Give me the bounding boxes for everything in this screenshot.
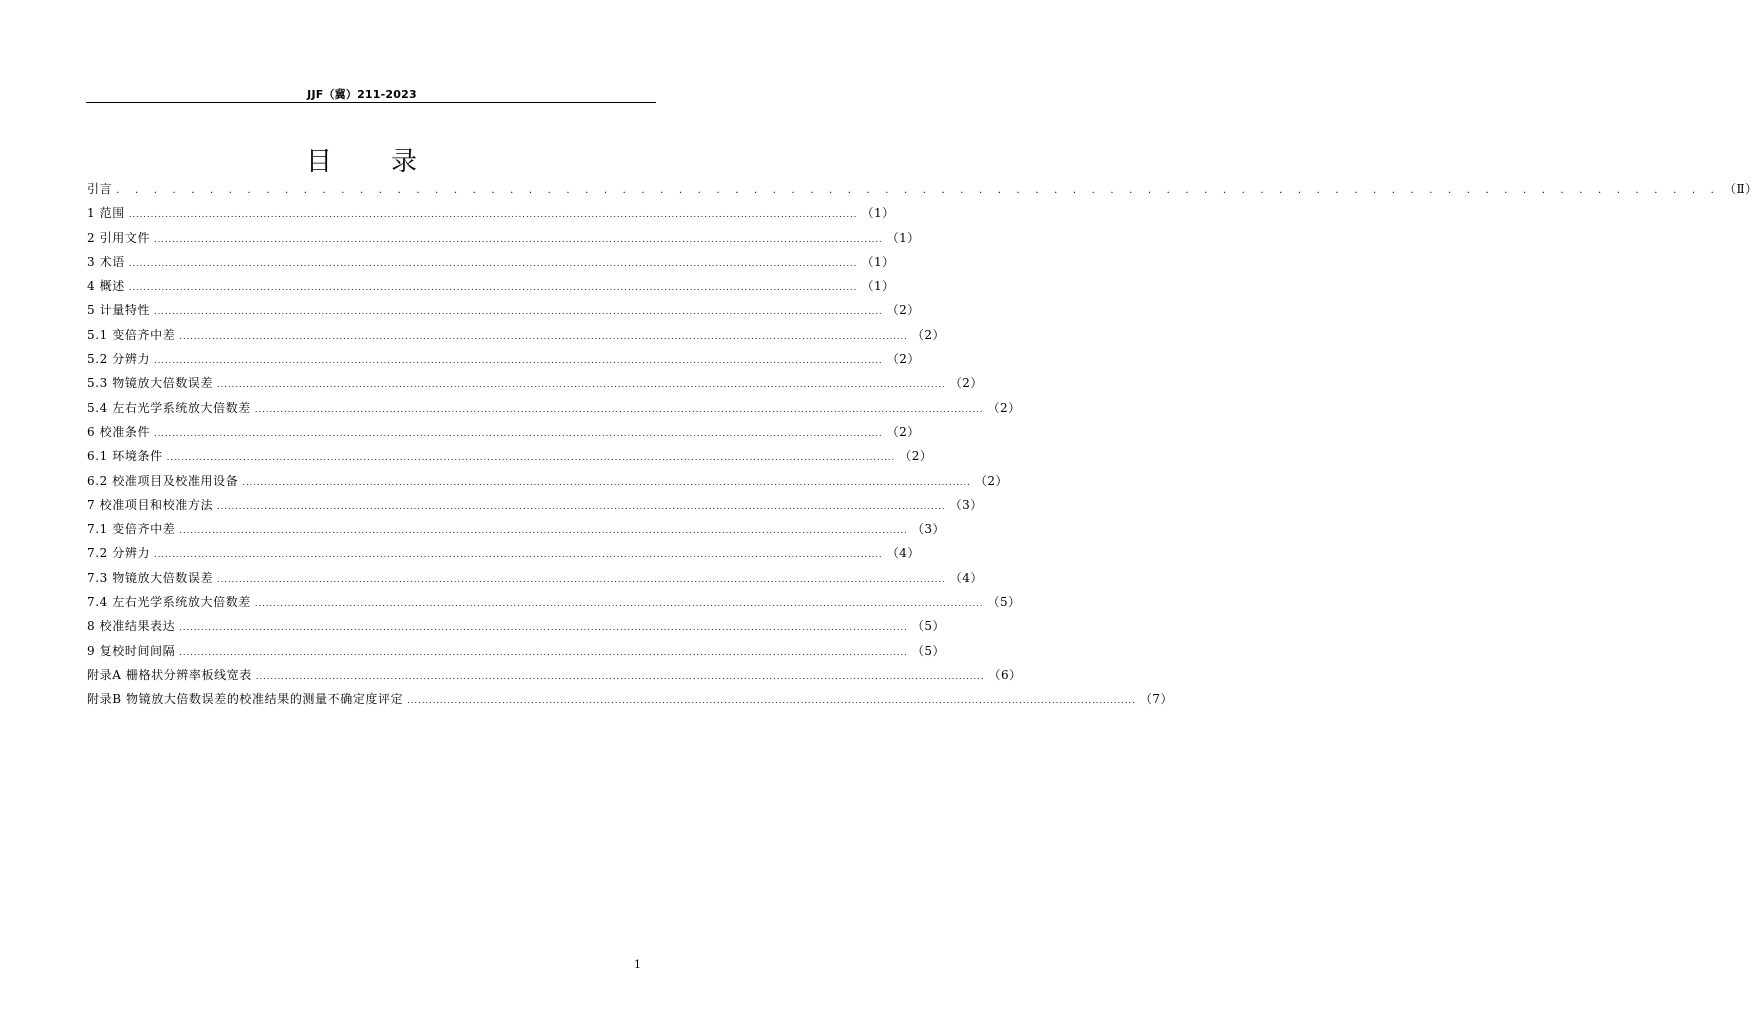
document-header: JJF（冀）211-2023 bbox=[307, 88, 417, 101]
toc-entry-page: （2） bbox=[886, 352, 920, 367]
toc-entry[interactable] bbox=[87, 689, 1173, 713]
dot-leader: ........................................................................................................................................................................................................ bbox=[242, 477, 971, 487]
toc-entry-label: 4 概述 bbox=[87, 279, 125, 294]
toc-entry[interactable] bbox=[87, 471, 1009, 495]
toc-entry[interactable] bbox=[87, 568, 983, 592]
page-title bbox=[0, 141, 724, 178]
toc-entry-label: 6.2 校准项目及校准用设备 bbox=[87, 473, 239, 488]
dot-leader: ........................................................................................................................................................................................................ bbox=[154, 234, 883, 244]
toc-entry-label: 3 术语 bbox=[87, 254, 125, 269]
toc-entry-label: 引言 bbox=[87, 182, 113, 196]
toc-entry-label: 5.1 变倍齐中差 bbox=[87, 327, 176, 342]
toc-entry-label: 7.3 物镜放大倍数误差 bbox=[87, 570, 214, 585]
toc-entry[interactable] bbox=[87, 300, 920, 324]
toc-entry-page: （5） bbox=[911, 643, 945, 658]
toc-entry[interactable] bbox=[87, 228, 920, 252]
toc-entry[interactable] bbox=[87, 398, 1021, 422]
toc-entry[interactable] bbox=[87, 373, 983, 397]
toc-entry-page: （2） bbox=[899, 449, 933, 464]
toc-entry-page: （1） bbox=[861, 206, 895, 221]
toc-entry-page: （1） bbox=[861, 279, 895, 294]
dot-leader: ........................................................................................................................................................................................................ bbox=[255, 671, 985, 681]
dot-leader: ........................................................................................................................................................................................................ bbox=[407, 696, 1136, 706]
dot-leader: ........................................................................................................................................................................................................ bbox=[254, 599, 984, 609]
dot-leader: ........................................................................................................................................................................................................ bbox=[179, 331, 908, 341]
dot-leader: ........................................................................................................................................................................................................ bbox=[128, 283, 858, 293]
toc-entry[interactable] bbox=[87, 349, 920, 373]
toc-entry-page: （2） bbox=[949, 376, 983, 391]
toc-entry-page: （1） bbox=[861, 254, 895, 269]
dot-leader: ........................................................................................................................................................................................................ bbox=[179, 526, 908, 536]
toc-entry-page: （4） bbox=[886, 546, 920, 561]
toc-entry-page: （2） bbox=[886, 424, 920, 439]
toc-entry-page: （4） bbox=[949, 570, 983, 585]
table-of-contents bbox=[87, 179, 1758, 714]
toc-entry[interactable] bbox=[87, 592, 1021, 616]
toc-entry-label: 附录A 栅格状分辨率板线宽表 bbox=[87, 667, 252, 682]
toc-entry[interactable] bbox=[87, 616, 945, 640]
toc-entry-label: 6 校准条件 bbox=[87, 424, 151, 439]
toc-entry-label: 8 校准结果表达 bbox=[87, 619, 176, 634]
dot-leader: ........................................................................................................................................................................................................ bbox=[217, 501, 946, 511]
toc-entry-page: （6） bbox=[988, 667, 1022, 682]
dot-leader: ........................................................................................................................................................................................................ bbox=[179, 623, 908, 633]
dot-leader: ........................................................................................................................................................................................................ bbox=[166, 453, 896, 463]
dot-leader: ........................................................................................................................................................................................................ bbox=[154, 307, 883, 317]
toc-entry-label: 5 计量特性 bbox=[87, 303, 151, 318]
dot-leader: ........................................................................................................................................................................................................ bbox=[128, 210, 858, 220]
toc-entry[interactable] bbox=[87, 495, 983, 519]
toc-entry[interactable] bbox=[87, 252, 895, 276]
toc-entry-page: （2） bbox=[987, 400, 1021, 415]
toc-entry[interactable] bbox=[87, 519, 946, 543]
toc-entry[interactable] bbox=[87, 665, 1022, 689]
page-number: 1 bbox=[634, 958, 641, 971]
toc-entry-label: 附录B 物镜放大倍数误差的校准结果的测量不确定度评定 bbox=[87, 692, 404, 707]
toc-entry-page: （3） bbox=[949, 497, 983, 512]
dot-leader: ........................................................................................................................................................................................................ bbox=[217, 380, 946, 390]
toc-entry-label: 5.3 物镜放大倍数误差 bbox=[87, 376, 214, 391]
title-char-2: 录 bbox=[391, 147, 419, 177]
toc-entry[interactable] bbox=[87, 422, 920, 446]
dot-leader: ........................................................................................................................................................................................................ bbox=[179, 647, 908, 657]
toc-entry-label: 1 范围 bbox=[87, 206, 125, 221]
toc-entry-label: 7.4 左右光学系统放大倍数差 bbox=[87, 595, 251, 610]
toc-entry-page: （5） bbox=[911, 619, 945, 634]
dot-leader: ........................................................................................................................................................................................................ bbox=[128, 258, 858, 268]
toc-entry[interactable] bbox=[87, 203, 895, 227]
dot-leader: ........................................................................................................................................................................................................ bbox=[154, 550, 883, 560]
toc-entry-label: 5.4 左右光学系统放大倍数差 bbox=[87, 400, 251, 415]
toc-entry-page: （Ⅱ） bbox=[1723, 182, 1758, 196]
toc-entry-label: 5.2 分辨力 bbox=[87, 352, 151, 367]
toc-entry[interactable] bbox=[87, 325, 946, 349]
toc-entry-label: 7 校准项目和校准方法 bbox=[87, 497, 214, 512]
dot-leader: ........................................................................................................................................................................................................ bbox=[154, 428, 883, 438]
toc-entry[interactable] bbox=[87, 641, 945, 665]
toc-entry-page: （3） bbox=[911, 522, 946, 537]
header-rule bbox=[86, 102, 656, 103]
toc-entry-label: 7.1 变倍齐中差 bbox=[87, 522, 176, 537]
toc-entry[interactable] bbox=[87, 543, 920, 567]
toc-entry-label: 6.1 环境条件 bbox=[87, 449, 163, 464]
title-char-1: 目 bbox=[305, 147, 333, 177]
toc-entry-page: （2） bbox=[886, 303, 920, 318]
toc-entry-page: （5） bbox=[987, 595, 1021, 610]
toc-entry[interactable] bbox=[87, 446, 933, 470]
toc-entry-page: （7） bbox=[1139, 692, 1173, 707]
toc-entry-page: （2） bbox=[974, 473, 1009, 488]
toc-entry-label: 9 复校时间间隔 bbox=[87, 643, 176, 658]
toc-entry-page: （1） bbox=[886, 230, 920, 245]
dot-leader: ........................................................................................................................................................................................................ bbox=[154, 356, 883, 366]
dot-leader: ........................................................................................................................................................................................................ bbox=[254, 404, 984, 414]
dot-leader: . . . . . . . . . . . . . . . . . . . . . . . . . . . . . . . . . . . . . . . . . . . . . . . . . . . . . . . . . . . . . . . . . . . . . . . . . . . . . . . . . . . . . . bbox=[116, 185, 1720, 196]
toc-entry-label: 2 引用文件 bbox=[87, 230, 151, 245]
toc-entry[interactable] bbox=[87, 276, 895, 300]
toc-entry-intro[interactable] bbox=[87, 179, 1758, 203]
dot-leader: ........................................................................................................................................................................................................ bbox=[217, 574, 946, 584]
toc-entry-label: 7.2 分辨力 bbox=[87, 546, 151, 561]
toc-entry-page: （2） bbox=[911, 327, 946, 342]
